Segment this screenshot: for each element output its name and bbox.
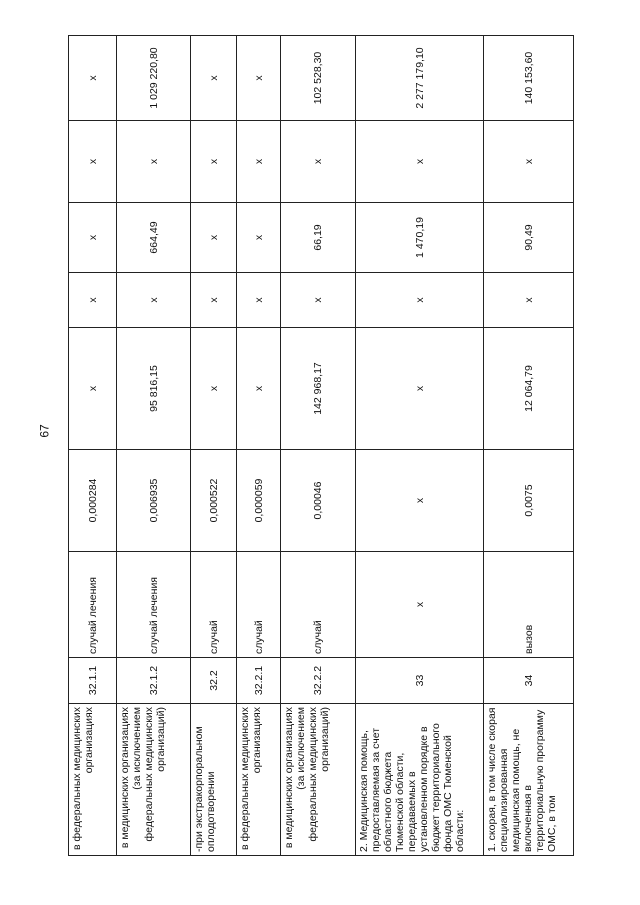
- row-code: 32.2.2: [281, 658, 356, 704]
- row-c6: х: [484, 273, 574, 328]
- row-code: 32.2.1: [237, 658, 281, 704]
- row-c7: х: [237, 203, 281, 273]
- row-cost: 142 968,17: [281, 328, 356, 450]
- row-c9: 140 153,60: [484, 36, 574, 121]
- row-c7: 66,19: [281, 203, 356, 273]
- volume-cost-table: [68, 35, 574, 856]
- row-unit: случай лечения: [117, 552, 191, 658]
- row-cost: х: [356, 328, 484, 450]
- row-unit: случай лечения: [69, 552, 117, 658]
- row-unit: случай: [191, 552, 237, 658]
- row-c8: х: [484, 121, 574, 203]
- table-row: [117, 36, 191, 856]
- row-cost: 95 816,15: [117, 328, 191, 450]
- row-code: 33: [356, 658, 484, 704]
- row-c8: х: [191, 121, 237, 203]
- table-row: [191, 36, 237, 856]
- row-unit: х: [356, 552, 484, 658]
- row-c7: 1 470,19: [356, 203, 484, 273]
- row-name: в федеральных медицинских организациях: [69, 704, 117, 856]
- row-c6: х: [69, 273, 117, 328]
- row-norm: 0,000284: [69, 450, 117, 552]
- row-code: 34: [484, 658, 574, 704]
- row-c8: х: [356, 121, 484, 203]
- row-name: в медицинских организациях (за исключением федеральных медицинских организаций): [281, 704, 356, 856]
- row-c6: х: [191, 273, 237, 328]
- row-c7: х: [191, 203, 237, 273]
- row-name: 2. Медицинская помощь, предоставляемая за счет областного бюджета Тюменской области, передаваемых в установленном порядке в бюджет территориального фонда ОМС Тюменской области:: [356, 704, 484, 856]
- row-c9: х: [69, 36, 117, 121]
- row-c9: 102 528,30: [281, 36, 356, 121]
- row-c8: х: [69, 121, 117, 203]
- row-code: 32.1.1: [69, 658, 117, 704]
- row-c6: х: [356, 273, 484, 328]
- table-row: [281, 36, 356, 856]
- row-norm: х: [356, 450, 484, 552]
- row-c6: х: [117, 273, 191, 328]
- row-unit: вызов: [484, 552, 574, 658]
- row-name: в федеральных медицинских организациях: [237, 704, 281, 856]
- table-row: [484, 36, 574, 856]
- table-row: [356, 36, 484, 856]
- row-name: -при экстракорпоральном оплодотворении: [191, 704, 237, 856]
- row-c7: 90,49: [484, 203, 574, 273]
- table-row: [237, 36, 281, 856]
- row-code: 32.1.2: [117, 658, 191, 704]
- row-c8: х: [281, 121, 356, 203]
- row-norm: 0,00046: [281, 450, 356, 552]
- row-c9: 2 277 179,10: [356, 36, 484, 121]
- row-c7: 664,49: [117, 203, 191, 273]
- row-c6: х: [237, 273, 281, 328]
- row-c9: х: [191, 36, 237, 121]
- row-norm: 0,0075: [484, 450, 574, 552]
- row-c8: х: [117, 121, 191, 203]
- row-c8: х: [237, 121, 281, 203]
- row-cost: х: [237, 328, 281, 450]
- row-c9: 1 029 220,80: [117, 36, 191, 121]
- row-norm: 0,000059: [237, 450, 281, 552]
- row-cost: х: [69, 328, 117, 450]
- rotated-table-stage: [68, 36, 558, 856]
- row-norm: 0,000522: [191, 450, 237, 552]
- row-c7: х: [69, 203, 117, 273]
- row-name: 1. скорая, в том числе скорая специализированная медицинская помощь, не включенная в территориальную программу ОМС, в том: [484, 704, 574, 856]
- row-name: в медицинских организациях (за исключением федеральных медицинских организаций): [117, 704, 191, 856]
- row-norm: 0,006935: [117, 450, 191, 552]
- row-cost: х: [191, 328, 237, 450]
- row-unit: случай: [237, 552, 281, 658]
- page-number: 67: [37, 424, 52, 438]
- row-unit: случай: [281, 552, 356, 658]
- rotated-table-wrapper: [68, 36, 558, 856]
- table-row: [69, 36, 117, 856]
- row-c9: х: [237, 36, 281, 121]
- row-code: 32.2: [191, 658, 237, 704]
- row-c6: х: [281, 273, 356, 328]
- row-cost: 12 064,79: [484, 328, 574, 450]
